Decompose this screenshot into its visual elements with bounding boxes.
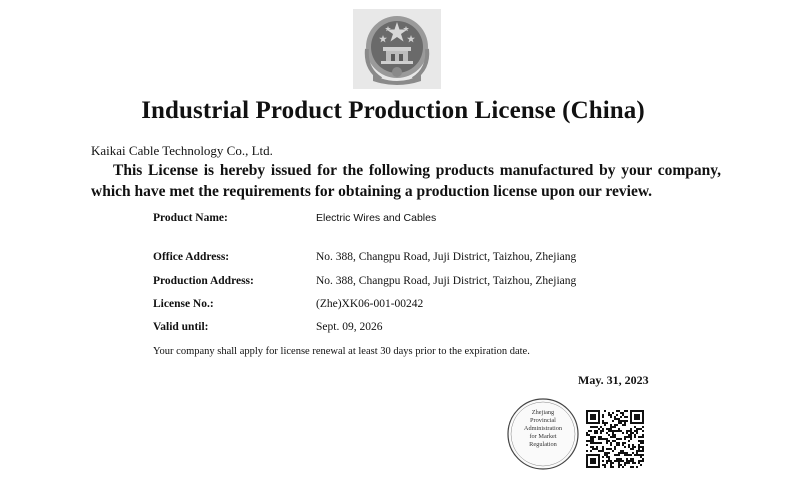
production-address-value: No. 388, Changpu Road, Juji District, Taizhou, Zhejiang <box>316 275 577 287</box>
seal-line: Regulation <box>529 441 557 448</box>
production-address-label: Production Address: <box>153 275 254 287</box>
license-no-label: License No.: <box>153 298 214 310</box>
valid-until-label: Valid until: <box>153 321 209 333</box>
seal-line: Provincial <box>530 417 556 424</box>
seal-line: for Market <box>529 433 557 440</box>
seal-line: Zhejiang <box>531 409 555 416</box>
license-no-value: (Zhe)XK06-001-00242 <box>316 298 424 310</box>
office-address-value: No. 388, Changpu Road, Juji District, Taizhou, Zhejiang <box>316 251 577 263</box>
seal-line: Administration <box>523 425 563 432</box>
valid-until-value: Sept. 09, 2026 <box>316 321 383 333</box>
intro-statement: This License is hereby issued for the following products manufactured by your company, which have met the requirements for obtaining a production license upon our review. <box>91 162 721 200</box>
seal-text <box>506 409 580 449</box>
company-name: Kaikai Cable Technology Co., Ltd. <box>91 143 273 158</box>
certificate-title: Industrial Product Production License (China) <box>141 97 645 124</box>
renewal-notice: Your company shall apply for license renewal at least 30 days prior to the expiration date. <box>153 346 530 357</box>
national-emblem-icon <box>353 9 441 89</box>
qr-code-icon <box>586 410 644 468</box>
issue-date: May. 31, 2023 <box>578 373 649 387</box>
product-name-value: Electric Wires and Cables <box>316 212 437 224</box>
product-name-label: Product Name: <box>153 212 228 224</box>
office-address-label: Office Address: <box>153 251 230 263</box>
